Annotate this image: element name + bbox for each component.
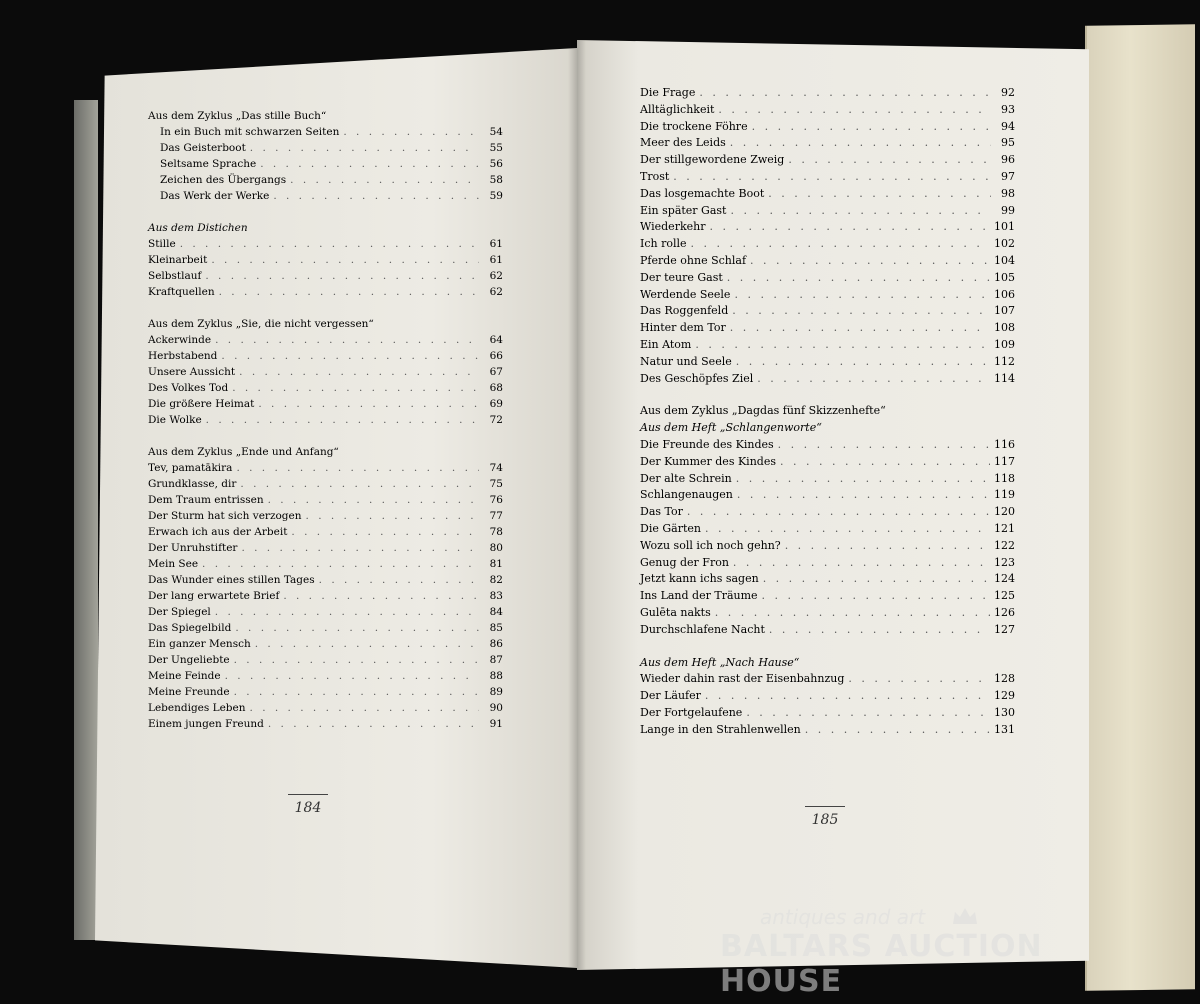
dot-leader [730,320,990,337]
subsection-heading: Aus dem Heft „Nach Hause“ [640,655,800,669]
toc-entry-title: Schlangenaugen [640,488,733,502]
toc-entry-title: Tev, pamatākira [148,462,233,474]
section-spacer [148,428,503,444]
dot-leader [695,337,990,354]
toc-entry-page: 123 [994,555,1015,569]
toc-entry [640,671,1015,688]
toc-entry-page: 54 [489,126,503,138]
toc-entry-title: Lebendiges Leben [148,702,246,714]
toc-entry [640,253,1015,270]
toc-entry-title: Wozu soll ich noch gehn? [640,538,781,552]
dot-leader [705,688,990,705]
toc-entry-title: Mein See [148,558,199,570]
dot-leader [283,588,479,604]
toc-entry-page: 114 [994,371,1015,385]
dot-leader [221,348,479,364]
toc-entry-page: 69 [489,398,503,410]
toc-entry-page: 106 [994,287,1015,301]
toc-entry-page: 91 [489,718,503,730]
toc-entry-page: 68 [489,382,503,394]
cycle-heading: Aus dem Zyklus „Dagdas fünf Skizzenhefte“ [640,404,886,418]
dot-leader [752,119,991,136]
toc-entry-page: 101 [994,220,1015,234]
dot-leader [273,188,479,204]
toc-entry-page: 87 [489,654,503,666]
toc-entry [148,268,503,284]
toc-entry [148,684,503,700]
dot-leader [219,284,479,300]
dot-leader [234,652,479,668]
toc-entry-title: Das Roggenfeld [640,304,729,318]
toc-entry-page: 130 [994,705,1015,719]
toc-entry [640,521,1015,538]
toc-entry-page: 59 [489,190,503,202]
toc-entry-page: 80 [489,542,503,554]
toc-entry-title: Hinter dem Tor [640,321,726,335]
toc-entry [640,354,1015,371]
toc-entry-page: 77 [489,510,503,522]
toc-entry-title: Das losgemachte Boot [640,186,765,200]
toc-entry [640,270,1015,287]
dot-leader [709,219,990,236]
toc-entry-page: 96 [1001,153,1015,167]
toc-entry [640,371,1015,388]
dot-leader [215,332,479,348]
toc-entry-title: Pferde ohne Schlaf [640,253,747,267]
toc-entry [640,135,1015,152]
toc-entry-title: Meer des Leids [640,136,726,150]
toc-entry-page: 105 [994,270,1015,284]
toc-entry [640,722,1015,739]
book-gutter [568,40,586,970]
dot-leader [255,636,479,652]
left-page-number: 184 [278,800,338,816]
toc-entry-page: 98 [1001,186,1015,200]
toc-entry-title: Stille [148,238,176,250]
toc-entry-page: 127 [994,622,1015,636]
toc-entry [640,152,1015,169]
toc-entry-title: Durchschlafene Nacht [640,622,765,636]
toc-entry-page: 120 [994,505,1015,519]
section-spacer [148,300,503,316]
dot-leader [343,124,479,140]
dot-leader [202,556,479,572]
dot-leader [260,156,479,172]
toc-entry-title: Die trockene Föhre [640,119,748,133]
toc-entry-title: Natur und Seele [640,354,732,368]
toc-entry-page: 99 [1001,203,1015,217]
toc-entry-page: 61 [489,238,503,250]
toc-entry [640,303,1015,320]
toc-entry-title: Der teure Gast [640,270,723,284]
toc-entry-page: 95 [1001,136,1015,150]
section-spacer [640,639,1015,655]
toc-entry-title: Zeichen des Übergangs [160,174,287,186]
section-heading: Aus dem Distichen [148,222,248,234]
toc-entry-title: Meine Feinde [148,670,221,682]
dot-leader [736,471,990,488]
dot-leader [250,700,479,716]
toc-entry-title: Einem jungen Freund [148,718,264,730]
dot-leader [733,555,990,572]
toc-entry-page: 93 [1001,102,1015,116]
toc-entry [148,604,503,620]
toc-entry-page: 122 [994,538,1015,552]
toc-entry [148,236,503,252]
toc-entry-page: 74 [489,462,503,474]
dot-leader [732,303,990,320]
dot-leader [805,722,990,739]
toc-entry [148,700,503,716]
toc-entry-page: 58 [489,174,503,186]
toc-entry-page: 89 [489,686,503,698]
toc-entry-title: Die Gärten [640,521,701,535]
dot-leader [225,668,479,684]
toc-entry [640,504,1015,521]
toc-entry-page: 78 [489,526,503,538]
toc-entry-page: 81 [489,558,503,570]
toc-entry [148,252,503,268]
toc-entry-page: 119 [994,488,1015,502]
toc-entry [148,332,503,348]
toc-entry [640,186,1015,203]
toc-entry-title: Des Volkes Tod [148,382,229,394]
toc-entry-page: 131 [994,722,1015,736]
toc-entry-title: Ins Land der Träume [640,589,758,603]
toc-entry-title: Die Freunde des Kindes [640,437,774,451]
toc-entry-title: Der Ungeliebte [148,654,230,666]
toc-entry-page: 97 [1001,169,1015,183]
dot-leader [206,412,479,428]
book-cover-edge [1085,24,1195,991]
toc-entry [640,705,1015,722]
toc-entry [640,169,1015,186]
toc-entry-page: 117 [994,454,1015,468]
toc-entry [640,688,1015,705]
toc-entry-page: 121 [994,521,1015,535]
toc-entry-page: 108 [994,321,1015,335]
toc-entry-title: Das Wunder eines stillen Tages [148,574,315,586]
toc-entry-page: 85 [489,622,503,634]
toc-entry-title: Der Unruhstifter [148,542,238,554]
toc-entry-title: Selbstlauf [148,270,202,282]
toc-entry-page: 109 [994,337,1015,351]
toc-entry-title: Ein Atom [640,337,692,351]
dot-leader [290,172,479,188]
dot-leader [750,253,990,270]
toc-entry-page: 125 [994,589,1015,603]
left-page-contents [148,108,503,732]
toc-entry-title: Ein später Gast [640,203,727,217]
right-page-number: 185 [795,812,855,828]
dot-leader [215,604,479,620]
dot-leader [235,620,479,636]
dot-leader [691,236,990,253]
toc-entry-page: 128 [994,672,1015,686]
toc-entry [640,203,1015,220]
toc-entry-page: 55 [489,142,503,154]
toc-entry-title: Die Wolke [148,414,202,426]
toc-entry [148,588,503,604]
book-cover-left-edge [74,100,98,940]
toc-entry-title: Der stillgewordene Zweig [640,153,785,167]
toc-entry-title: Der Sturm hat sich verzogen [148,510,302,522]
toc-entry [148,140,503,156]
toc-entry-title: Kleinarbeit [148,254,208,266]
dot-leader [205,268,479,284]
dot-leader [734,287,990,304]
toc-entry-page: 94 [1001,119,1015,133]
toc-entry-title: Des Geschöpfes Ziel [640,371,754,385]
dot-leader [778,437,990,454]
section-spacer [148,204,503,220]
toc-entry [148,636,503,652]
toc-entry [148,460,503,476]
toc-entry-title: Ein ganzer Mensch [148,638,251,650]
toc-entry [148,572,503,588]
dot-leader [232,380,479,396]
toc-entry [148,540,503,556]
toc-entry-page: 112 [994,354,1015,368]
dot-leader [211,252,479,268]
dot-leader [250,140,479,156]
toc-entry [148,412,503,428]
toc-entry-title: Lange in den Strahlenwellen [640,722,801,736]
toc-entry-title: Erwach ich aus der Arbeit [148,526,288,538]
toc-entry-page: 62 [489,270,503,282]
toc-entry [148,172,503,188]
toc-entry [640,605,1015,622]
toc-entry-title: Herbstabend [148,350,218,362]
toc-entry-page: 107 [994,304,1015,318]
toc-entry-page: 61 [489,254,503,266]
dot-leader [737,487,990,504]
toc-entry-title: Alltäglichkeit [640,102,715,116]
dot-leader [780,454,990,471]
toc-entry-page: 76 [489,494,503,506]
toc-entry-title: Grundklasse, dir [148,478,237,490]
toc-entry [148,556,503,572]
toc-entry [148,492,503,508]
dot-leader [736,354,990,371]
dot-leader [730,135,991,152]
toc-entry-title: In ein Buch mit schwarzen Seiten [160,126,340,138]
dot-leader [687,504,990,521]
right-page-contents [640,85,1015,738]
toc-entry-page: 72 [489,414,503,426]
toc-entry-page: 75 [489,478,503,490]
dot-leader [746,705,990,722]
toc-entry [148,124,503,140]
toc-entry [640,571,1015,588]
dot-leader [234,684,479,700]
toc-entry-title: Seltsame Sprache [160,158,257,170]
toc-entry-page: 62 [489,286,503,298]
section-heading: Aus dem Zyklus „Ende und Anfang“ [148,446,339,458]
dot-leader [730,203,991,220]
toc-entry-title: Jetzt kann ichs sagen [640,572,759,586]
dot-leader [718,102,991,119]
toc-entry [640,119,1015,136]
toc-entry-page: 102 [994,237,1015,251]
toc-entry [640,437,1015,454]
dot-leader [762,588,990,605]
toc-entry-title: Genug der Fron [640,555,729,569]
toc-entry-title: Meine Freunde [148,686,230,698]
toc-entry [640,538,1015,555]
toc-entry-title: Das Werk der Werke [160,190,270,202]
dot-leader [673,169,991,186]
dot-leader [180,236,479,252]
dot-leader [239,364,479,380]
toc-entry-title: Die größere Heimat [148,398,255,410]
toc-entry-title: Trost [640,169,670,183]
toc-entry-title: Der alte Schrein [640,471,732,485]
toc-entry-title: Das Tor [640,505,683,519]
toc-entry-page: 64 [489,334,503,346]
dot-leader [268,492,479,508]
dot-leader [705,521,990,538]
toc-entry [148,508,503,524]
dot-leader [236,460,479,476]
watermark-name: BALTARS AUCTION HOUSE [720,929,1043,999]
toc-entry [640,287,1015,304]
toc-entry-page: 83 [489,590,503,602]
toc-entry-page: 129 [994,689,1015,703]
dot-leader [268,716,479,732]
toc-entry-page: 82 [489,574,503,586]
dot-leader [240,476,479,492]
dot-leader [763,571,990,588]
toc-entry-title: Der Läufer [640,689,701,703]
dot-leader [848,671,990,688]
toc-entry [148,396,503,412]
toc-entry [640,320,1015,337]
toc-entry-page: 92 [1001,86,1015,99]
toc-entry-title: Die Frage [640,86,696,99]
dot-leader [241,540,479,556]
dot-leader [258,396,479,412]
toc-entry-title: Wiederkehr [640,220,706,234]
toc-entry [148,380,503,396]
toc-entry-page: 90 [489,702,503,714]
toc-entry [148,188,503,204]
toc-entry-title: Ackerwinde [148,334,212,346]
dot-leader [715,605,990,622]
dot-leader [306,508,479,524]
toc-entry [640,102,1015,119]
section-heading: Aus dem Zyklus „Das stille Buch“ [148,110,327,122]
toc-entry-title: Kraftquellen [148,286,215,298]
toc-entry [640,85,1015,102]
toc-entry-page: 116 [994,437,1015,451]
toc-entry [148,476,503,492]
section-spacer [640,387,1015,403]
subsection-heading: Aus dem Heft „Schlangenworte“ [640,421,822,435]
toc-entry [148,348,503,364]
dot-leader [319,572,479,588]
section-heading: Aus dem Zyklus „Sie, die nicht vergessen“ [148,318,374,330]
toc-entry [640,454,1015,471]
toc-entry-title: Der lang erwartete Brief [148,590,280,602]
watermark-tagline: antiques and art [760,905,926,929]
toc-entry-page: 104 [994,253,1015,267]
dot-leader [768,186,991,203]
dot-leader [291,524,479,540]
toc-entry [148,652,503,668]
toc-entry [640,588,1015,605]
toc-entry [640,236,1015,253]
dot-leader [769,622,990,639]
toc-entry [640,337,1015,354]
toc-entry-page: 66 [489,350,503,362]
toc-entry-page: 126 [994,605,1015,619]
toc-entry-title: Unsere Aussicht [148,366,236,378]
auction-house-watermark [720,905,1120,999]
toc-entry-title: Der Spiegel [148,606,211,618]
toc-entry-title: Der Fortgelaufene [640,705,743,719]
toc-entry-title: Werdende Seele [640,287,731,301]
toc-entry-title: Der Kummer des Kindes [640,454,776,468]
toc-entry-page: 67 [489,366,503,378]
toc-entry-page: 56 [489,158,503,170]
toc-entry-title: Das Geisterboot [160,142,246,154]
dot-leader [757,371,990,388]
toc-entry [640,219,1015,236]
toc-entry [640,555,1015,572]
toc-entry [640,622,1015,639]
toc-entry-title: Gulēta nakts [640,605,711,619]
dot-leader [788,152,991,169]
dot-leader [785,538,990,555]
toc-entry-page: 124 [994,572,1015,586]
dot-leader [699,85,991,102]
toc-entry-title: Ich rolle [640,237,687,251]
toc-entry-title: Dem Traum entrissen [148,494,264,506]
toc-entry [148,364,503,380]
dot-leader [727,270,990,287]
toc-entry-page: 118 [994,471,1015,485]
toc-entry-title: Das Spiegelbild [148,622,232,634]
toc-entry [148,156,503,172]
toc-entry [148,668,503,684]
toc-entry [640,487,1015,504]
toc-entry [148,716,503,732]
toc-entry-page: 84 [489,606,503,618]
toc-entry [148,284,503,300]
toc-entry [640,471,1015,488]
toc-entry [148,524,503,540]
toc-entry-title: Wieder dahin rast der Eisenbahnzug [640,672,845,686]
crown-icon [952,907,978,925]
toc-entry-page: 86 [489,638,503,650]
toc-entry [148,620,503,636]
toc-entry-page: 88 [489,670,503,682]
